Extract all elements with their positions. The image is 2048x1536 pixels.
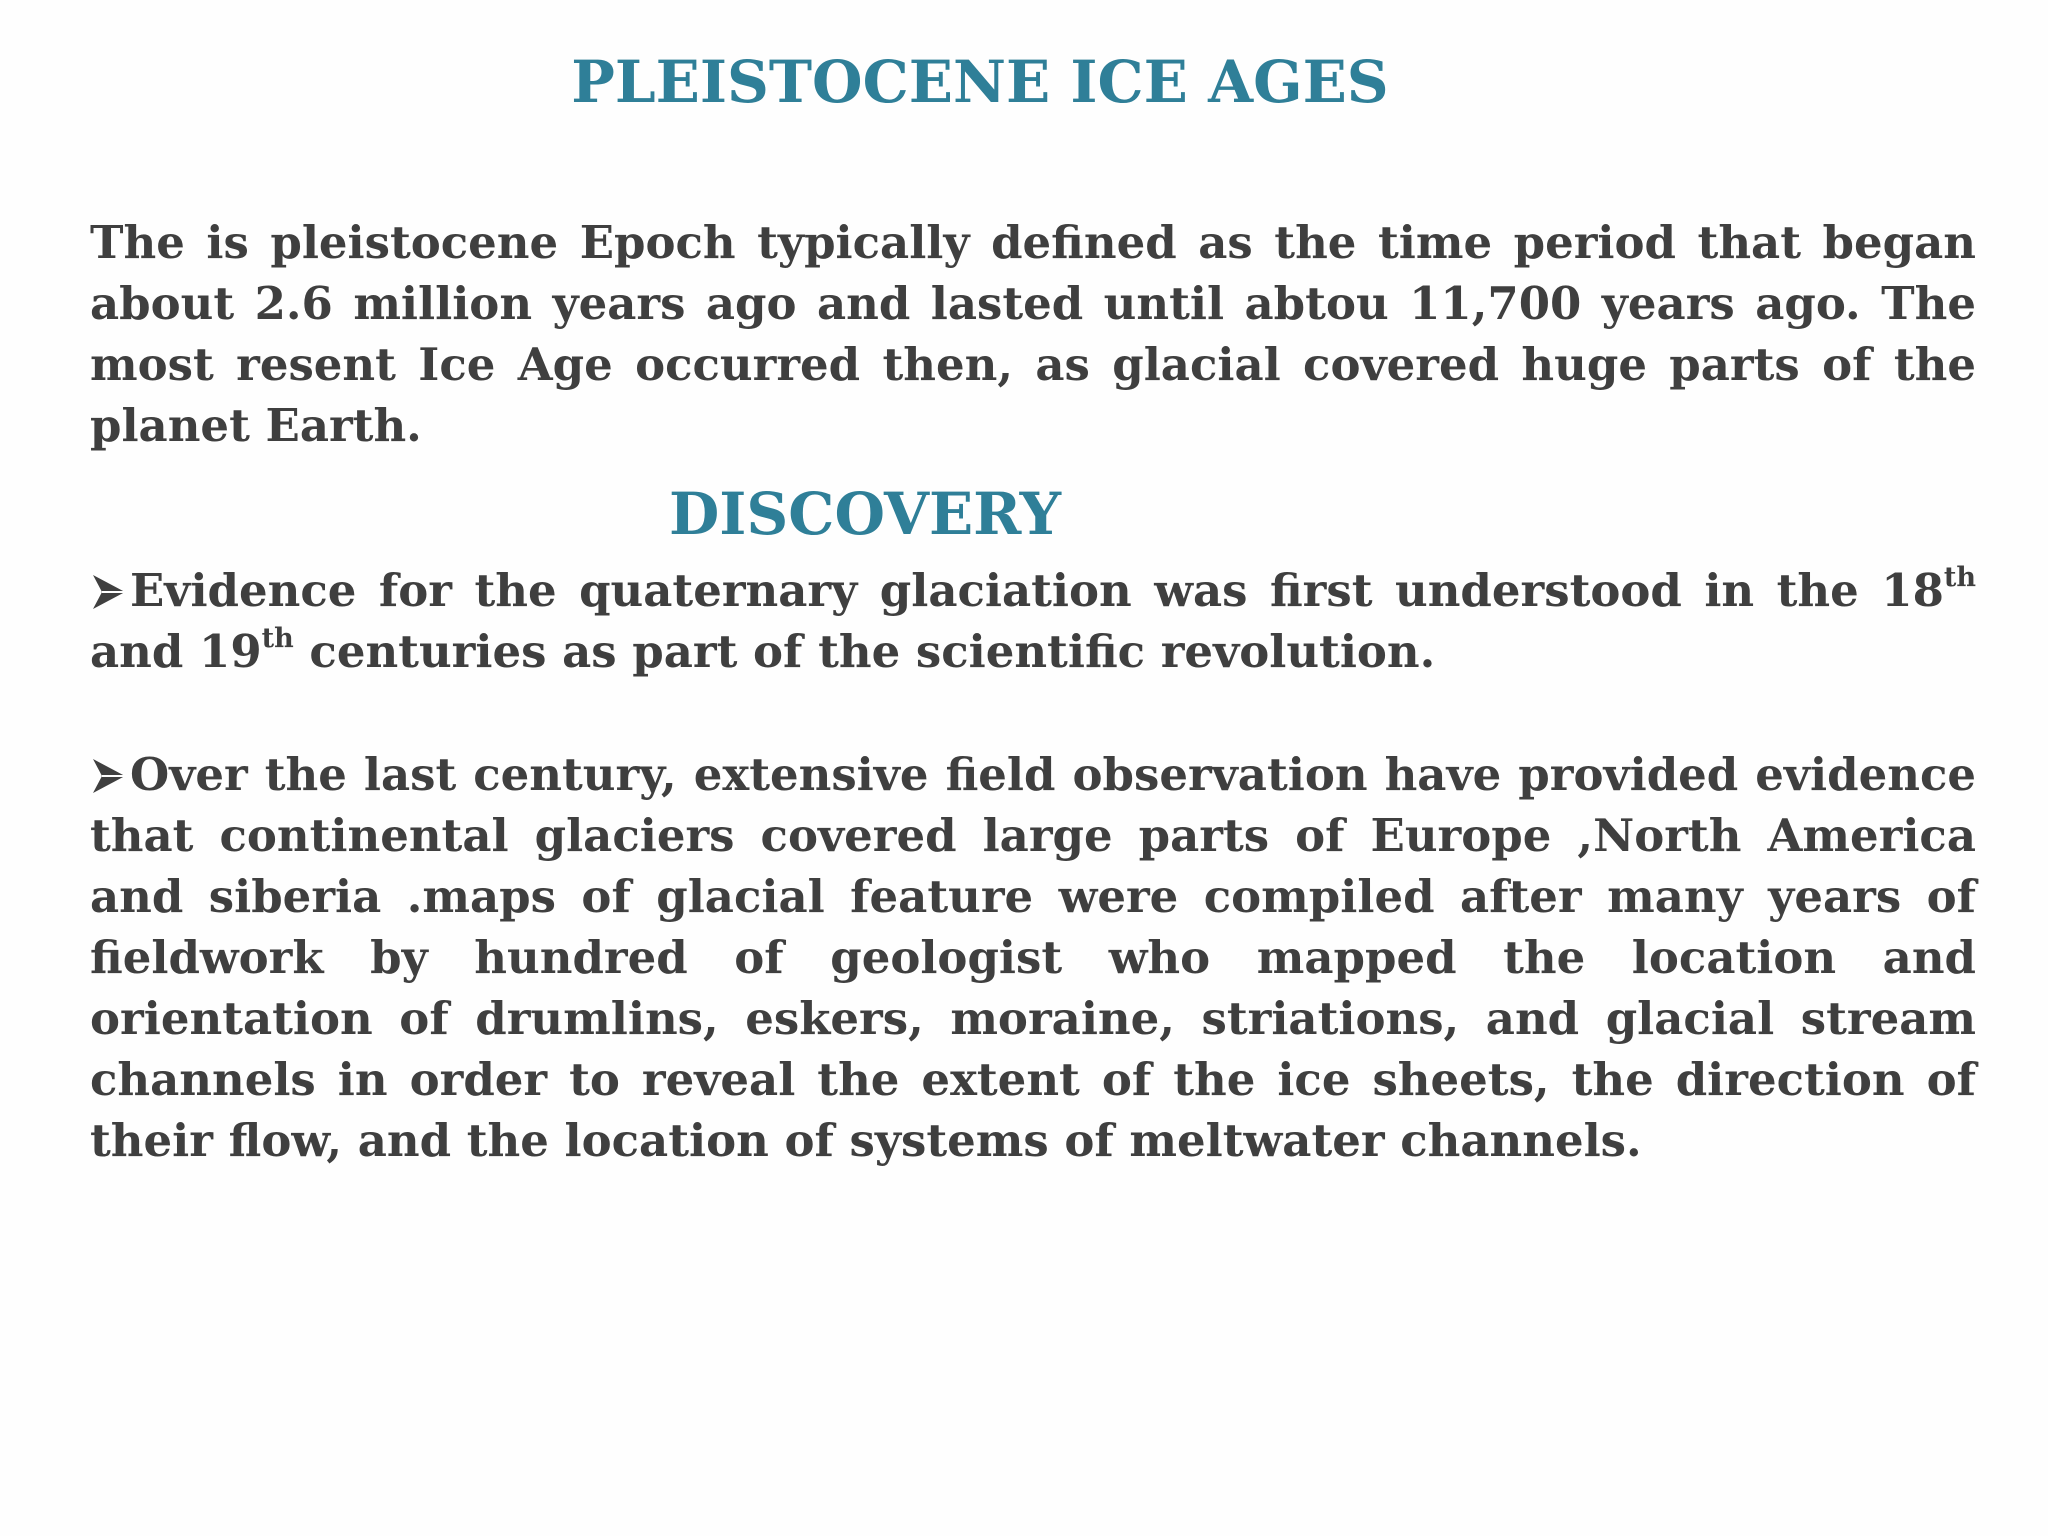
bullet-item-field-observation bbox=[90, 744, 1976, 1171]
intro-paragraph: The is pleistocene Epoch typically defined as the time period that began about 2.6 million years ago and lasted until abtou 11,700 years ago. The most resent Ice Age occurred then, as glacial covered huge parts of the planet Earth. bbox=[90, 216, 1976, 452]
ordinal-suffix: th bbox=[261, 623, 294, 654]
arrow-bullet-icon bbox=[90, 572, 128, 612]
bullet-text-part: centuries as part of the scientific revolution. bbox=[293, 625, 1436, 678]
bullet-text-part: Evidence for the quaternary glaciation was first understood in the 18 bbox=[130, 564, 1944, 617]
slide-title: PLEISTOCENE ICE AGES bbox=[571, 48, 1389, 116]
bullet-text-part: and 19 bbox=[90, 625, 262, 678]
arrow-bullet-icon bbox=[90, 756, 128, 796]
ordinal-suffix: th bbox=[1943, 562, 1976, 593]
section-heading: DISCOVERY bbox=[668, 480, 1061, 548]
bullet-item-evidence bbox=[90, 560, 1976, 682]
bullet-text: Over the last century, extensive field observation have provided evidence that continental glaciers covered large parts of Europe ,North America and siberia .maps of glacial feature were compiled after many years of fieldwork by hundred of geologist who mapped the location and orientation of drumlins, eskers, moraine, striations, and glacial stream channels in order to reveal the extent of the ice sheets, the direction of their flow, and the location of systems of meltwater channels. bbox=[90, 748, 1976, 1167]
